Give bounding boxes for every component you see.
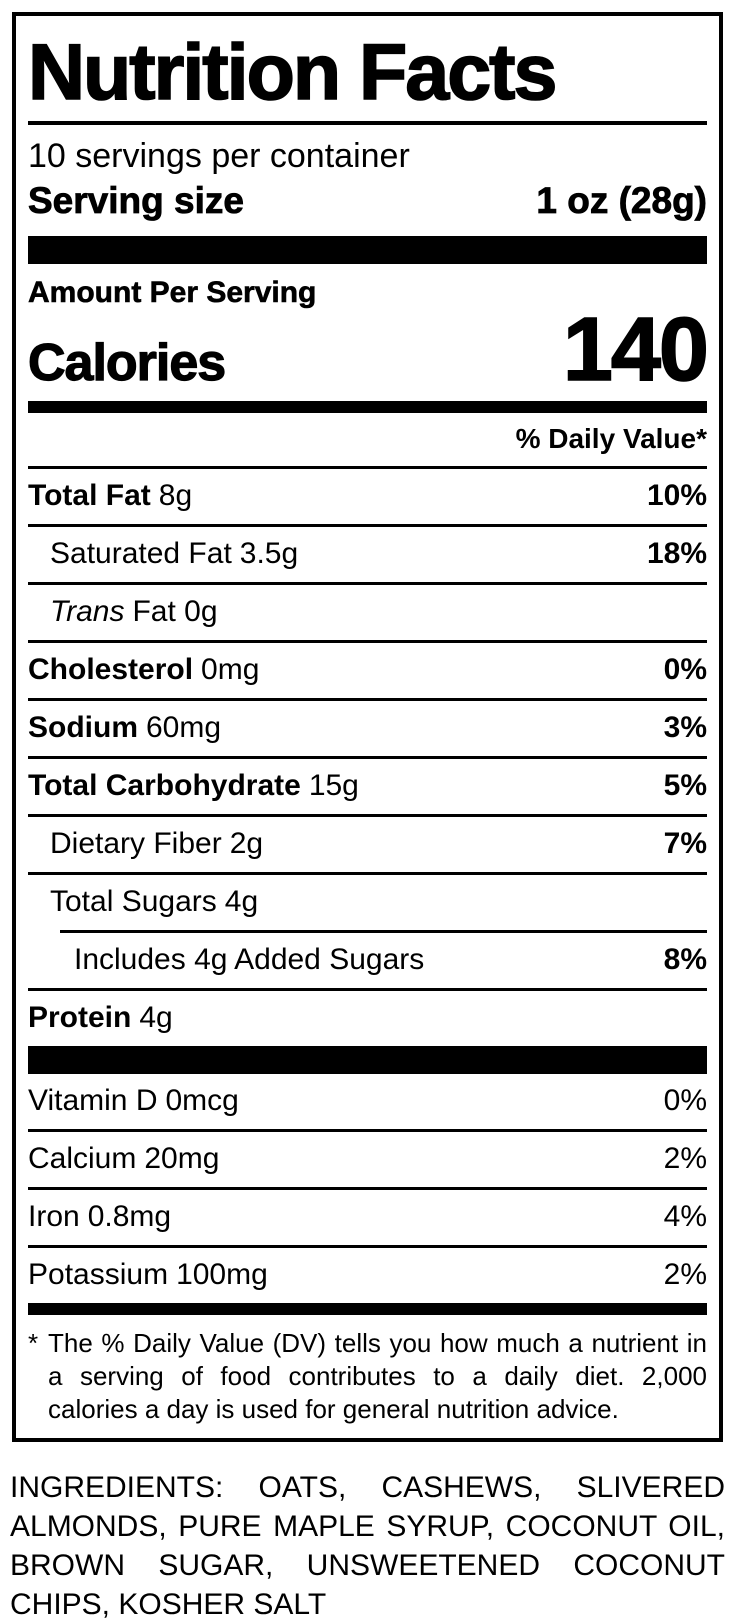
nutrition-facts-label xyxy=(12,12,723,1442)
nutrient-row-total-fat xyxy=(28,469,707,524)
nutrient-dv: 5% xyxy=(663,769,707,803)
nutrient-dv: 8% xyxy=(663,943,707,977)
vitamin-amount: 20mg xyxy=(144,1142,220,1176)
vitamin-row-calcium xyxy=(28,1132,707,1187)
nutrient-row-total-sugars xyxy=(28,875,707,930)
footnote-text: The % Daily Value (DV) tells you how much a nutrient in a serving of food contributes to a daily diet. 2,000 calories a day is used for general nutrition advice. xyxy=(48,1328,707,1425)
vitamin-row-potassium xyxy=(28,1248,707,1303)
nutrient-amount: Fat 0g xyxy=(132,595,218,629)
nutrient-dv: 18% xyxy=(646,537,707,571)
vitamin-row-iron xyxy=(28,1190,707,1245)
nutrient-row-sodium xyxy=(28,701,707,756)
vitamin-dv: 2% xyxy=(663,1258,707,1292)
serving-size-label: Serving size xyxy=(28,180,244,222)
vitamin-dv: 4% xyxy=(663,1200,707,1234)
nutrient-name: Saturated Fat xyxy=(50,537,232,571)
nutrient-amount: 15g xyxy=(308,769,359,803)
servings-per-container: 10 servings per container xyxy=(28,137,410,175)
nutrient-name: Dietary Fiber xyxy=(50,827,222,861)
nutrient-dv: 0% xyxy=(663,653,707,687)
nutrient-amount: 0mg xyxy=(201,653,260,687)
nutrient-name: Total Carbohydrate xyxy=(28,769,301,803)
daily-value-header: % Daily Value* xyxy=(515,423,707,455)
nutrient-row-cholesterol xyxy=(28,643,707,698)
nutrient-amount: 3.5g xyxy=(239,537,299,571)
vitamin-name: Vitamin D xyxy=(28,1084,158,1118)
vitamin-amount: 100mg xyxy=(176,1258,268,1292)
nutrient-amount: 60mg xyxy=(146,711,222,745)
nutrient-row-added-sugars xyxy=(28,933,707,988)
nutrient-row-saturated-fat xyxy=(28,527,707,582)
amount-per-serving-label: Amount Per Serving xyxy=(28,276,317,310)
footnote-asterisk: * xyxy=(28,1328,39,1359)
nutrient-amount: 2g xyxy=(229,827,264,861)
vitamin-name: Potassium xyxy=(28,1258,169,1292)
ingredients-statement: INGREDIENTS: OATS, CASHEWS, SLIVERED ALMONDS, PURE MAPLE SYRUP, COCONUT OIL, BROWN SUGAR, UNSWEETENED COCONUT CHIPS, KOSHER SALT xyxy=(10,1471,725,1622)
vitamin-amount: 0mcg xyxy=(165,1084,239,1118)
nutrient-amount: 4g xyxy=(139,1001,173,1035)
vitamin-amount: 0.8mg xyxy=(87,1200,172,1234)
label-title: Nutrition Facts xyxy=(28,27,556,116)
serving-size-value: 1 oz (28g) xyxy=(536,180,707,222)
nutrient-amount: 8g xyxy=(158,479,193,513)
calories-row xyxy=(28,300,707,401)
vitamin-dv: 0% xyxy=(663,1084,707,1118)
nutrient-amount: 4g xyxy=(224,885,259,919)
calories-label: Calories xyxy=(28,334,226,393)
thick-divider-top xyxy=(28,236,707,264)
nutrient-row-dietary-fiber xyxy=(28,817,707,872)
medium-divider-footnote xyxy=(28,1303,707,1315)
daily-value-footnote xyxy=(28,1327,707,1426)
thick-divider-protein xyxy=(28,1046,707,1074)
nutrient-row-protein xyxy=(28,991,707,1046)
medium-divider-calories xyxy=(28,401,707,413)
nutrient-name: Cholesterol xyxy=(28,653,194,687)
title-divider xyxy=(28,121,707,125)
nutrient-name: Trans xyxy=(50,595,125,629)
vitamin-row-vitamin-d xyxy=(28,1074,707,1129)
nutrient-name: Includes 4g Added Sugars xyxy=(74,943,425,977)
vitamin-name: Calcium xyxy=(28,1142,137,1176)
nutrient-row-trans-fat xyxy=(28,585,707,640)
nutrient-name: Total Fat xyxy=(28,479,151,513)
nutrient-dv: 10% xyxy=(646,479,707,513)
nutrient-name: Total Sugars xyxy=(50,885,217,919)
serving-size-row xyxy=(28,180,707,222)
vitamin-dv: 2% xyxy=(663,1142,707,1176)
nutrient-dv: 3% xyxy=(663,711,707,745)
calories-value: 140 xyxy=(562,300,707,401)
nutrient-row-total-carbohydrate xyxy=(28,759,707,814)
nutrient-dv: 7% xyxy=(663,827,707,861)
nutrient-name: Protein xyxy=(28,1001,132,1035)
vitamin-name: Iron xyxy=(28,1200,80,1234)
nutrient-name: Sodium xyxy=(28,711,138,745)
